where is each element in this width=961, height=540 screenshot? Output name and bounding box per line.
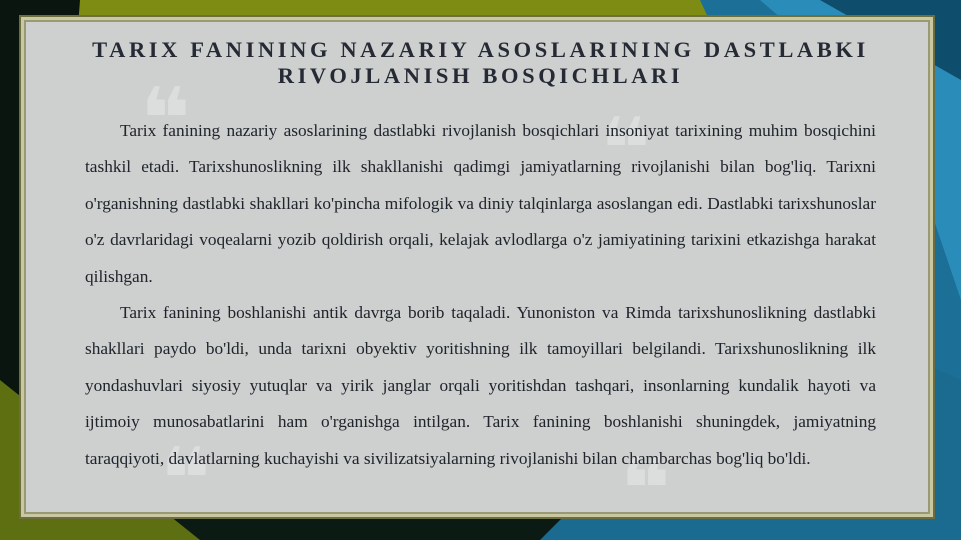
slide-title <box>0 37 961 89</box>
slide-title-line-1: TARIX FANINING NAZARIY ASOSLARINING DASTLABKI <box>92 37 869 62</box>
watermark-right-bottom: ❝ <box>620 440 671 540</box>
slide-body <box>85 113 876 477</box>
watermark-left-top: ❝ <box>140 70 191 170</box>
paragraph-2: Tarix fanining boshlanishi antik davrga borib taqaladi. Yunoniston va Rimda tarixshunoslikning dastlabki shakllari paydo bo'ldi, unda tarixni obyektiv yoritishning ilk tamoyillari belgilandi. Tarixshunoslikning ilk yondashuvlari siyosiy yutuqlar va yirik janglar orqali yoritishdan tashqari, insonlarning kundalik hayoti va ijtimoiy munosabatlarini ham o'rganishga intilgan. Tarix fanining boshlanishi shuningdek, jamiyatning taraqqiyoti, davlatlarning kuchayishi va sivilizatsiyalarning rivojlanishi bilan chambarchas bog'liq bo'ldi. <box>85 303 876 468</box>
watermark-right-top: ❝ <box>600 100 651 200</box>
paragraph-1: Tarix fanining nazariy asoslarining dastlabki rivojlanish bosqichlari insoniyat tarixining muhim bosqichini tashkil etadi. Tarixshunoslikning ilk shakllanishi qadimgi jamiyatlarning rivojlanishi bilan bog'liq. Tarixni o'rganishning dastlabki shakllari ko'pincha mifologik va diniy talqinlarga asoslangan edi. Dastlabki tarixshunoslar o'z davrlaridagi voqealarni yozib qoldirish orqali, kelajak avlodlarga o'z jamiyatining tarixini etkazishga harakat qilishgan. <box>85 121 876 286</box>
slide-title-line-2: RIVOJLANISH BOSQICHLARI <box>277 63 684 88</box>
watermark-left-bottom: ❝ <box>160 430 211 530</box>
